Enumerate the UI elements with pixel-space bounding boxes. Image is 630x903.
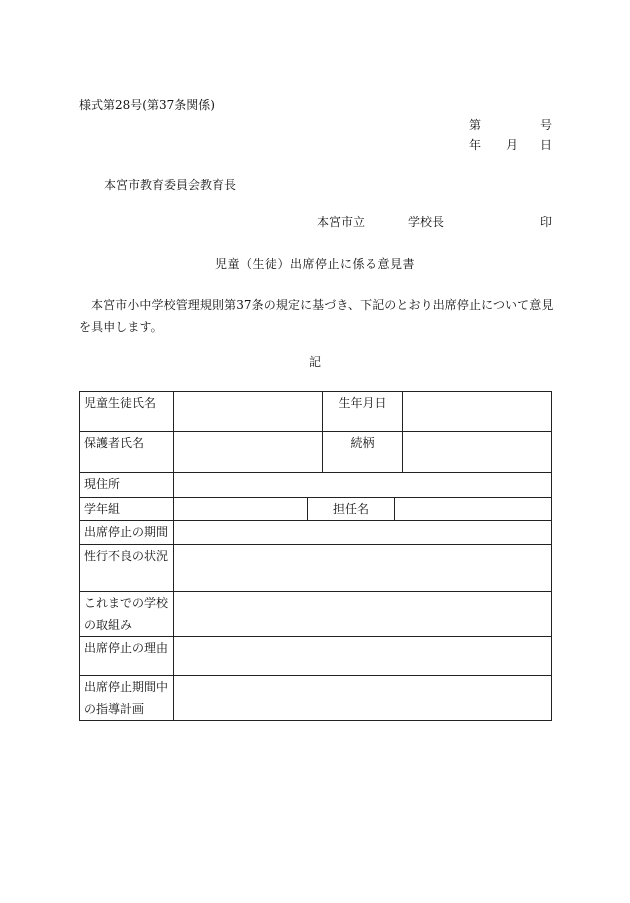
suspension-opinion-table <box>79 391 552 721</box>
birth-date-label: 生年月日 <box>323 392 403 432</box>
relationship-field[interactable] <box>403 432 552 473</box>
body-paragraph: 本宮市小中学校管理規則第37条の規定に基づき、下記のとおり出席停止について意見を具申します。 <box>79 298 554 334</box>
school-efforts-label-line1: これまでの学校 <box>84 596 169 610</box>
table-row <box>80 676 552 721</box>
form-number-label: 様式第28号(第37条関係) <box>79 98 215 112</box>
student-name-field[interactable] <box>174 392 323 432</box>
guardian-name-label: 保護者氏名 <box>80 432 174 473</box>
date-month-label: 月 <box>506 138 519 152</box>
guardian-name-field[interactable] <box>174 432 323 473</box>
school-efforts-field[interactable] <box>174 592 552 637</box>
document-number-prefix: 第 <box>469 118 482 132</box>
misconduct-status-field[interactable] <box>174 545 552 592</box>
school-efforts-label-line2: の取組み <box>84 618 133 632</box>
school-efforts-label <box>80 592 174 637</box>
table-row <box>80 637 552 676</box>
table-row <box>80 392 552 432</box>
table-row <box>80 498 552 521</box>
sender-city: 本宮市立 <box>317 215 366 229</box>
table-row <box>80 521 552 545</box>
ki-heading: 記 <box>308 355 321 369</box>
table-row <box>80 473 552 498</box>
homeroom-teacher-field[interactable] <box>395 498 552 521</box>
guidance-plan-field[interactable] <box>174 676 552 721</box>
guidance-plan-label-line2: の指導計画 <box>84 702 145 716</box>
current-address-field[interactable] <box>174 473 552 498</box>
table-row <box>80 545 552 592</box>
table-row <box>80 432 552 473</box>
current-address-label: 現住所 <box>80 473 174 498</box>
guidance-plan-label <box>80 676 174 721</box>
misconduct-status-label: 性行不良の状況 <box>80 545 174 592</box>
relationship-label: 続柄 <box>323 432 403 473</box>
student-name-label: 児童生徒氏名 <box>80 392 174 432</box>
suspension-period-label: 出席停止の期間 <box>80 521 174 545</box>
document-title: 児童（生徒）出席停止に係る意見書 <box>214 257 415 271</box>
suspension-period-field[interactable] <box>174 521 552 545</box>
homeroom-teacher-label: 担任名 <box>308 498 395 521</box>
grade-class-label: 学年組 <box>80 498 174 521</box>
addressee: 本宮市教育委員会教育長 <box>104 178 237 192</box>
table-row <box>80 592 552 637</box>
grade-class-field[interactable] <box>174 498 308 521</box>
date-year-label: 年 <box>469 138 482 152</box>
birth-date-field[interactable] <box>403 392 552 432</box>
seal-mark: 印 <box>540 215 553 229</box>
guidance-plan-label-line1: 出席停止期間中 <box>84 680 169 694</box>
suspension-reason-field[interactable] <box>174 637 552 676</box>
document-number-suffix: 号 <box>540 118 553 132</box>
suspension-reason-label: 出席停止の理由 <box>80 637 174 676</box>
sender-school-principal: 学校長 <box>408 215 445 229</box>
date-day-label: 日 <box>540 138 553 152</box>
